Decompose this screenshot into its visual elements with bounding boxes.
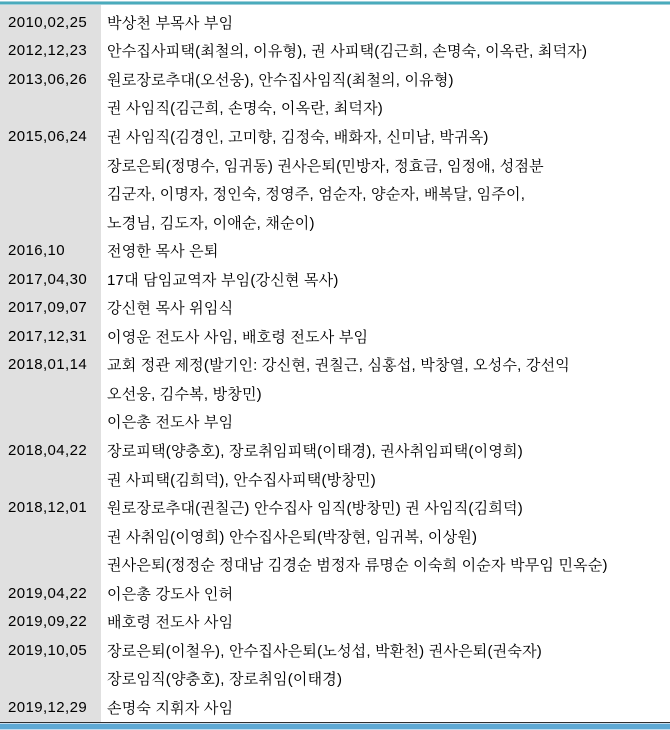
table-row: [0, 351, 670, 380]
table-row: [0, 208, 670, 237]
event-cell: 권 사취임(이영희) 안수집사은퇴(박장현, 임귀복, 이상원): [107, 528, 478, 546]
date-cell: 2010,02,25: [8, 13, 88, 31]
table-row: [0, 322, 670, 351]
table-row: [0, 122, 670, 151]
table-row: [0, 579, 670, 608]
event-cell: 장로피택(양충호), 장로취임피택(이태경), 권사취임피택(이영희): [107, 442, 523, 460]
event-cell: 권 사임직(김근희, 손명숙, 이옥란, 최덕자): [107, 100, 384, 118]
event-cell: 전영한 목사 은퇴: [107, 243, 219, 261]
table-row: [0, 636, 670, 665]
table-row: [0, 65, 670, 94]
date-cell: 2017,09,07: [8, 299, 88, 317]
event-cell: 교회 정관 제정(발기인: 강신현, 권칠근, 심홍섭, 박창열, 오성수, 강선익: [107, 357, 570, 375]
table-row: [0, 465, 670, 494]
event-cell: 강신현 목사 위임식: [107, 300, 234, 318]
event-cell: 안수집사피택(최철의, 이유형), 권 사피택(김근희, 손명숙, 이옥란, 최덕자): [107, 43, 588, 61]
date-cell: 2019,10,05: [8, 641, 88, 659]
table-row: [0, 436, 670, 465]
date-cell: 2017,12,31: [8, 327, 88, 345]
event-cell: 박상천 부목사 부임: [107, 14, 234, 32]
table-row: [0, 493, 670, 522]
date-cell: 2013,06,26: [8, 70, 88, 88]
table-row: [0, 665, 670, 694]
table-row: [0, 550, 670, 579]
event-cell: 배호령 전도사 사임: [107, 614, 234, 632]
event-cell: 17대 담임교역자 부임(강신현 목사): [107, 271, 339, 289]
event-cell: 김군자, 이명자, 정인숙, 정영주, 엄순자, 양순자, 배복달, 임주이,: [107, 186, 526, 204]
table-row: [0, 236, 670, 265]
date-cell: 2018,01,14: [8, 356, 88, 374]
date-cell: 2018,12,01: [8, 499, 88, 517]
table-row: [0, 179, 670, 208]
date-cell: 2019,04,22: [8, 584, 88, 602]
event-cell: 권사은퇴(정정순 정대남 김경순 범정자 류명순 이숙희 이순자 박무임 민옥순): [107, 557, 608, 575]
event-cell: 권 사임직(김경인, 고미향, 김정숙, 배화자, 신미남, 박귀옥): [107, 128, 489, 146]
table-row: [0, 94, 670, 123]
table-row: [0, 522, 670, 551]
event-cell: 장로은퇴(이철우), 안수집사은퇴(노성섭, 박환천) 권사은퇴(권숙자): [107, 642, 542, 660]
table-row: [0, 151, 670, 180]
table-row: [0, 607, 670, 636]
event-cell: 손명숙 지휘자 사임: [107, 699, 234, 717]
date-cell: 2018,04,22: [8, 441, 88, 459]
event-cell: 원로장로추대(오선웅), 안수집사임직(최철의, 이유형): [107, 71, 454, 89]
date-cell: 2012,12,23: [8, 42, 88, 60]
event-cell: 이은총 전도사 부임: [107, 414, 234, 432]
date-cell: 2019,12,29: [8, 698, 88, 716]
table-row: [0, 408, 670, 437]
bottom-border-rule: [0, 723, 670, 730]
date-cell: 2019,09,22: [8, 613, 88, 631]
date-cell: 2017,04,30: [8, 270, 88, 288]
table-row: [0, 265, 670, 294]
table-row: [0, 379, 670, 408]
date-cell: 2016,10: [8, 242, 66, 260]
event-cell: 장로임직(양충호), 장로취임(이태경): [107, 671, 343, 689]
history-rows: [0, 5, 670, 722]
event-cell: 이은총 강도사 인허: [107, 585, 234, 603]
event-cell: 원로장로추대(권칠근) 안수집사 임직(방창민) 권 사임직(김희덕): [107, 500, 523, 518]
table-row: [0, 293, 670, 322]
date-cell: 2015,06,24: [8, 127, 88, 145]
event-cell: 장로은퇴(정명수, 임귀동) 권사은퇴(민방자, 정효금, 임정애, 성점분: [107, 157, 544, 175]
table-row: [0, 8, 670, 37]
event-cell: 권 사피택(김희덕), 안수집사피택(방창민): [107, 471, 376, 489]
event-cell: 노경님, 김도자, 이애순, 채순이): [107, 214, 315, 232]
event-cell: 이영운 전도사 사임, 배호령 전도사 부임: [107, 328, 369, 346]
table-row: [0, 693, 670, 722]
table-row: [0, 37, 670, 66]
event-cell: 오선웅, 김수복, 방창민): [107, 385, 262, 403]
